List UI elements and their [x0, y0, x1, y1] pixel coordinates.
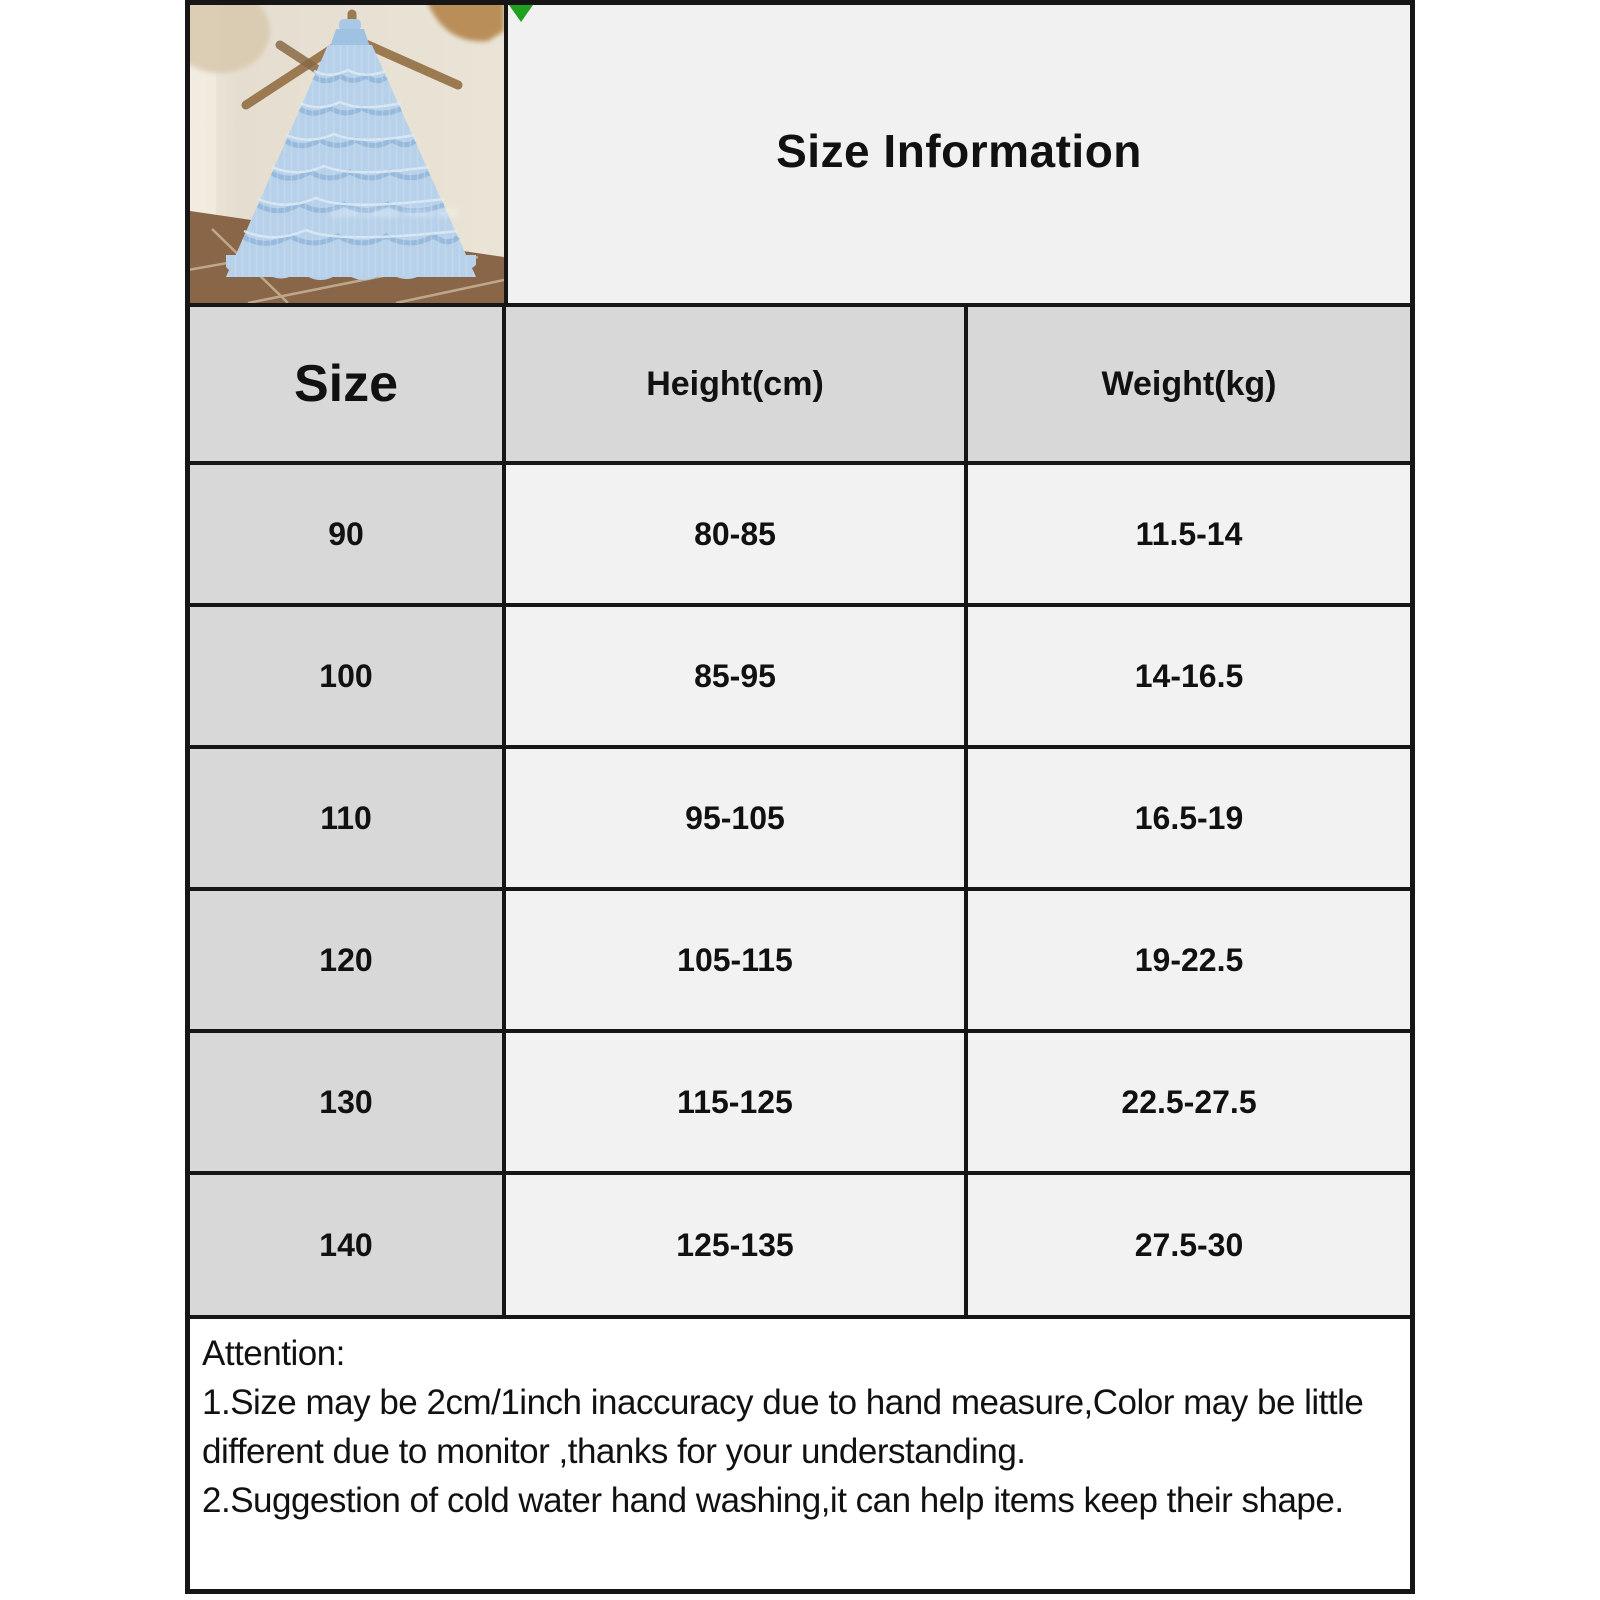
weight-value: 27.5-30 [966, 1173, 1410, 1315]
weight-value: 11.5-14 [966, 463, 1410, 605]
size-chart-sheet [185, 0, 1415, 1594]
size-value: 90 [190, 463, 504, 605]
column-header-size: Size [190, 307, 504, 463]
weight-value: 16.5-19 [966, 747, 1410, 889]
column-header-height: Height(cm) [504, 307, 966, 463]
column-header-weight: Weight(kg) [966, 307, 1410, 463]
height-value: 105-115 [504, 889, 966, 1031]
size-value: 110 [190, 747, 504, 889]
top-section [190, 5, 1410, 307]
attention-note-2: 2.Suggestion of cold water hand washing,it can help items keep their shape. [202, 1481, 1344, 1520]
title-cell [508, 5, 1410, 303]
attention-heading: Attention: [202, 1334, 345, 1373]
size-value: 100 [190, 605, 504, 747]
height-value: 95-105 [504, 747, 966, 889]
table-row [190, 1031, 1410, 1173]
table-row [190, 889, 1410, 1031]
weight-value: 19-22.5 [966, 889, 1410, 1031]
attention-section [190, 1315, 1410, 1589]
watermark-text: GAN CANG XIAO MX [330, 205, 458, 220]
page-title: Size Information [776, 125, 1142, 177]
table-header-row [190, 307, 1410, 463]
height-value: 85-95 [504, 605, 966, 747]
green-corner-marker [509, 5, 533, 22]
height-value: 115-125 [504, 1031, 966, 1173]
weight-value: 14-16.5 [966, 605, 1410, 747]
table-row [190, 1173, 1410, 1315]
product-photo [190, 5, 508, 303]
size-table [190, 307, 1410, 1315]
table-row [190, 463, 1410, 605]
table-row [190, 747, 1410, 889]
table-row [190, 605, 1410, 747]
size-value: 120 [190, 889, 504, 1031]
height-value: 80-85 [504, 463, 966, 605]
height-value: 125-135 [504, 1173, 966, 1315]
size-value: 140 [190, 1173, 504, 1315]
size-value: 130 [190, 1031, 504, 1173]
weight-value: 22.5-27.5 [966, 1031, 1410, 1173]
attention-note-1: 1.Size may be 2cm/1inch inaccuracy due to hand measure,Color may be little different due to monitor ,thanks for your understanding. [202, 1383, 1364, 1471]
product-photo-illustration [190, 5, 504, 303]
